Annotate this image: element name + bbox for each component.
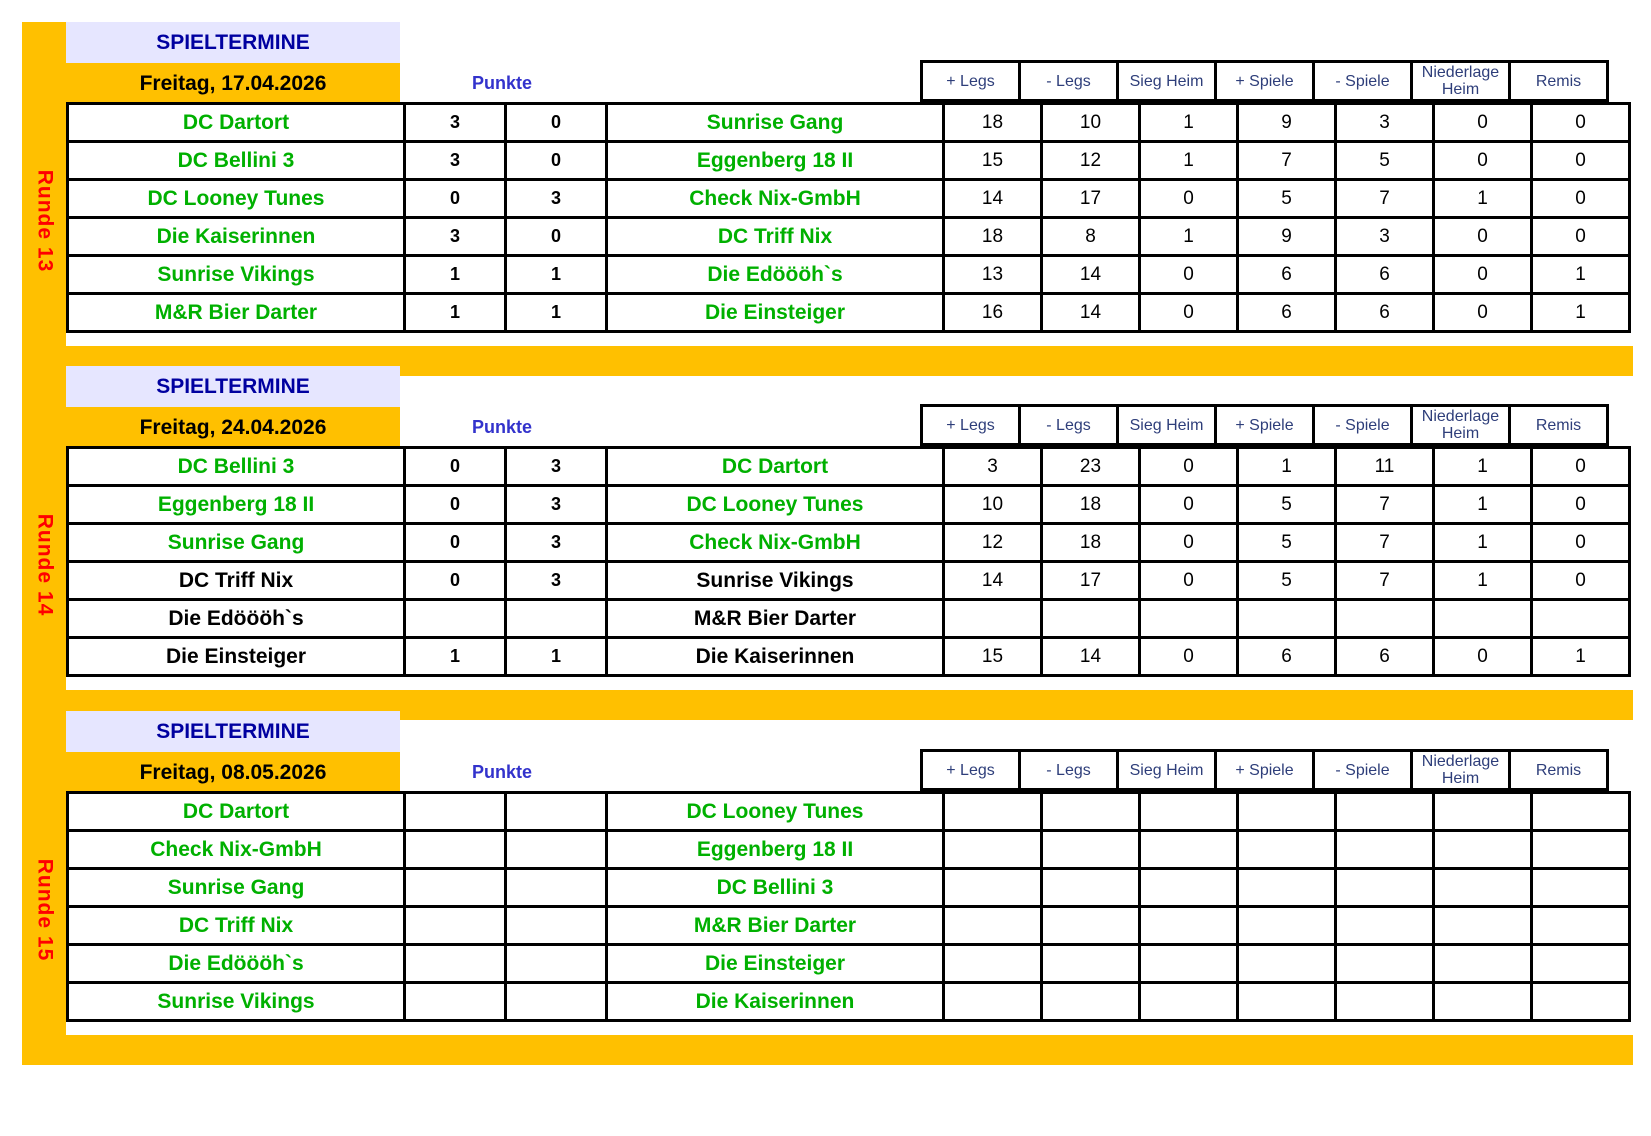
stat-cell: 11: [1336, 448, 1434, 486]
stat-cell: 6: [1336, 638, 1434, 676]
stat-cell: [1434, 600, 1532, 638]
stat-cell: [1532, 793, 1630, 831]
stats-header-cell: Remis: [1510, 751, 1608, 790]
home-points: 1: [405, 638, 506, 676]
stat-cell: 0: [1140, 256, 1238, 294]
stat-cell: 10: [1042, 104, 1140, 142]
stat-cell: 18: [944, 104, 1042, 142]
stats-header: [920, 60, 1609, 102]
stats-header-cell: Sieg Heim: [1118, 406, 1216, 445]
stat-cell: 0: [1140, 524, 1238, 562]
home-team: Sunrise Vikings: [68, 256, 405, 294]
home-team: DC Bellini 3: [68, 448, 405, 486]
match-row: [68, 831, 1630, 869]
match-date: Freitag, 08.05.2026: [66, 752, 400, 793]
stat-cell: 8: [1042, 218, 1140, 256]
home-team: Sunrise Gang: [68, 869, 405, 907]
stat-cell: 12: [1042, 142, 1140, 180]
stats-header: [920, 749, 1609, 791]
stat-cell: 17: [1042, 180, 1140, 218]
away-team: Check Nix-GmbH: [607, 524, 944, 562]
away-points: [506, 793, 607, 831]
stat-cell: [944, 793, 1042, 831]
stat-cell: [1336, 600, 1434, 638]
stat-cell: 1: [1434, 524, 1532, 562]
stat-cell: 1: [1434, 486, 1532, 524]
stat-cell: [1434, 793, 1532, 831]
stat-cell: 5: [1238, 486, 1336, 524]
home-points: [405, 907, 506, 945]
stat-cell: 6: [1238, 638, 1336, 676]
stat-cell: [1238, 945, 1336, 983]
stat-cell: 0: [1532, 142, 1630, 180]
match-row: [68, 256, 1630, 294]
match-row: [68, 945, 1630, 983]
stats-header-cell: - Legs: [1020, 751, 1118, 790]
stat-cell: 0: [1434, 294, 1532, 332]
home-points: 1: [405, 294, 506, 332]
points-header: Punkte: [471, 762, 532, 782]
stat-cell: 3: [1336, 218, 1434, 256]
home-team: M&R Bier Darter: [68, 294, 405, 332]
stats-header-cell: + Legs: [922, 406, 1020, 445]
round-block: [0, 711, 1651, 1076]
away-points: 1: [506, 256, 607, 294]
stat-cell: 0: [1140, 638, 1238, 676]
home-team: DC Bellini 3: [68, 142, 405, 180]
home-points: 3: [405, 142, 506, 180]
stat-cell: 0: [1140, 486, 1238, 524]
round-label: [22, 793, 66, 1027]
stat-cell: 0: [1532, 562, 1630, 600]
stats-header-cell: Niederlage Heim: [1412, 406, 1510, 445]
stat-cell: 0: [1434, 142, 1532, 180]
away-points: 3: [506, 562, 607, 600]
stat-cell: 14: [1042, 638, 1140, 676]
stat-cell: [1042, 600, 1140, 638]
stat-cell: [1434, 945, 1532, 983]
match-row: [68, 448, 1630, 486]
match-row: [68, 638, 1630, 676]
away-team: Check Nix-GmbH: [607, 180, 944, 218]
home-team: DC Looney Tunes: [68, 180, 405, 218]
stat-cell: [1336, 793, 1434, 831]
home-team: Die Kaiserinnen: [68, 218, 405, 256]
stat-cell: 0: [1434, 104, 1532, 142]
home-team: DC Dartort: [68, 793, 405, 831]
round-label-text: Runde 14: [33, 513, 56, 617]
home-points: [405, 600, 506, 638]
stat-cell: [1042, 983, 1140, 1021]
match-row: [68, 524, 1630, 562]
stat-cell: 7: [1336, 562, 1434, 600]
home-points: 0: [405, 180, 506, 218]
stats-header-cell: Sieg Heim: [1118, 62, 1216, 101]
stat-cell: 1: [1238, 448, 1336, 486]
home-points: 0: [405, 562, 506, 600]
stat-cell: 17: [1042, 562, 1140, 600]
stat-cell: [1042, 831, 1140, 869]
stat-cell: [944, 907, 1042, 945]
away-points: 1: [506, 638, 607, 676]
stats-header-cell: Niederlage Heim: [1412, 751, 1510, 790]
home-team: Sunrise Vikings: [68, 983, 405, 1021]
stat-cell: 1: [1532, 256, 1630, 294]
away-team: Eggenberg 18 II: [607, 831, 944, 869]
stat-cell: 18: [1042, 486, 1140, 524]
stat-cell: [1532, 907, 1630, 945]
away-points: 3: [506, 486, 607, 524]
stat-cell: 3: [1336, 104, 1434, 142]
home-team: DC Triff Nix: [68, 907, 405, 945]
match-row: [68, 104, 1630, 142]
stat-cell: 13: [944, 256, 1042, 294]
away-team: M&R Bier Darter: [607, 907, 944, 945]
stats-header-cell: - Legs: [1020, 62, 1118, 101]
stat-cell: [1042, 793, 1140, 831]
stat-cell: 15: [944, 638, 1042, 676]
round-label-text: Runde 15: [33, 858, 56, 962]
stats-header-cell: - Spiele: [1314, 406, 1412, 445]
away-points: 3: [506, 180, 607, 218]
stat-cell: [944, 983, 1042, 1021]
stats-header-cell: + Spiele: [1216, 751, 1314, 790]
match-row: [68, 907, 1630, 945]
stat-cell: 16: [944, 294, 1042, 332]
stat-cell: 9: [1238, 218, 1336, 256]
home-points: [405, 983, 506, 1021]
stat-cell: [1336, 831, 1434, 869]
away-team: DC Dartort: [607, 448, 944, 486]
away-team: M&R Bier Darter: [607, 600, 944, 638]
stat-cell: [1532, 945, 1630, 983]
stat-cell: 5: [1238, 180, 1336, 218]
stat-cell: 7: [1238, 142, 1336, 180]
match-date: Freitag, 17.04.2026: [66, 63, 400, 104]
stat-cell: 1: [1434, 180, 1532, 218]
home-team: Die Einsteiger: [68, 638, 405, 676]
round-label-text: Runde 13: [33, 169, 56, 273]
stat-cell: [1532, 600, 1630, 638]
home-team: Die Edöööh`s: [68, 600, 405, 638]
stat-cell: [1042, 907, 1140, 945]
stat-cell: 14: [1042, 256, 1140, 294]
round-label: [22, 448, 66, 682]
match-date: Freitag, 24.04.2026: [66, 407, 400, 448]
stat-cell: 0: [1434, 638, 1532, 676]
stat-cell: 0: [1532, 524, 1630, 562]
matches-table: [66, 446, 1631, 677]
stat-cell: 7: [1336, 524, 1434, 562]
stats-header-cell: + Legs: [922, 62, 1020, 101]
stat-cell: [1042, 945, 1140, 983]
away-points: [506, 600, 607, 638]
stat-cell: [1336, 907, 1434, 945]
points-header: Punkte: [471, 73, 532, 93]
stat-cell: 5: [1238, 524, 1336, 562]
home-points: [405, 945, 506, 983]
away-team: Die Kaiserinnen: [607, 638, 944, 676]
home-team: DC Dartort: [68, 104, 405, 142]
away-points: [506, 945, 607, 983]
match-row: [68, 218, 1630, 256]
stat-cell: [1336, 983, 1434, 1021]
stats-header-cell: + Legs: [922, 751, 1020, 790]
home-team: Sunrise Gang: [68, 524, 405, 562]
stat-cell: 0: [1140, 180, 1238, 218]
stat-cell: 1: [1532, 638, 1630, 676]
stat-cell: 15: [944, 142, 1042, 180]
stat-cell: 0: [1434, 218, 1532, 256]
stat-cell: [1434, 907, 1532, 945]
away-team: DC Bellini 3: [607, 869, 944, 907]
away-points: 0: [506, 142, 607, 180]
stat-cell: [1434, 869, 1532, 907]
home-points: 3: [405, 104, 506, 142]
stats-header-cell: - Spiele: [1314, 751, 1412, 790]
match-row: [68, 869, 1630, 907]
stat-cell: [1532, 869, 1630, 907]
stats-header-cell: - Spiele: [1314, 62, 1412, 101]
away-team: DC Looney Tunes: [607, 486, 944, 524]
stat-cell: 7: [1336, 180, 1434, 218]
stat-cell: [1238, 907, 1336, 945]
stat-cell: [1140, 831, 1238, 869]
stat-cell: 1: [1434, 562, 1532, 600]
stats-header-cell: + Spiele: [1216, 406, 1314, 445]
away-team: DC Triff Nix: [607, 218, 944, 256]
matches-table: [66, 102, 1631, 333]
stats-header-cell: - Legs: [1020, 406, 1118, 445]
stat-cell: [1336, 869, 1434, 907]
schedule-title: SPIELTERMINE: [66, 711, 400, 752]
away-points: [506, 983, 607, 1021]
stat-cell: 0: [1140, 448, 1238, 486]
schedule-title: SPIELTERMINE: [66, 22, 400, 63]
stat-cell: [1238, 983, 1336, 1021]
stat-cell: 10: [944, 486, 1042, 524]
away-points: 3: [506, 524, 607, 562]
stat-cell: 6: [1238, 256, 1336, 294]
round-bottom-bar: [22, 1035, 1633, 1065]
away-team: Eggenberg 18 II: [607, 142, 944, 180]
away-team: Sunrise Vikings: [607, 562, 944, 600]
home-points: [405, 831, 506, 869]
match-row: [68, 983, 1630, 1021]
stat-cell: 14: [944, 562, 1042, 600]
stat-cell: [1238, 831, 1336, 869]
stat-cell: [1140, 983, 1238, 1021]
home-team: Eggenberg 18 II: [68, 486, 405, 524]
stat-cell: [1140, 600, 1238, 638]
stat-cell: 0: [1434, 256, 1532, 294]
stat-cell: 0: [1532, 486, 1630, 524]
stat-cell: 0: [1140, 562, 1238, 600]
stats-header-cell: Sieg Heim: [1118, 751, 1216, 790]
stat-cell: [1434, 831, 1532, 869]
away-points: 1: [506, 294, 607, 332]
stat-cell: [1532, 831, 1630, 869]
away-team: Die Kaiserinnen: [607, 983, 944, 1021]
stat-cell: 23: [1042, 448, 1140, 486]
stats-header-cell: Remis: [1510, 62, 1608, 101]
match-row: [68, 793, 1630, 831]
stat-cell: 5: [1238, 562, 1336, 600]
away-team: Sunrise Gang: [607, 104, 944, 142]
stat-cell: 6: [1336, 294, 1434, 332]
stat-cell: 1: [1140, 142, 1238, 180]
match-row: [68, 294, 1630, 332]
round-block: [0, 22, 1651, 387]
away-points: 3: [506, 448, 607, 486]
away-team: Die Einsteiger: [607, 294, 944, 332]
stats-header: [920, 404, 1609, 446]
stat-cell: [1238, 600, 1336, 638]
stat-cell: 6: [1336, 256, 1434, 294]
stat-cell: [1140, 869, 1238, 907]
stat-cell: [1140, 945, 1238, 983]
home-points: 0: [405, 448, 506, 486]
stat-cell: 12: [944, 524, 1042, 562]
stat-cell: 0: [1532, 448, 1630, 486]
away-points: 0: [506, 104, 607, 142]
stats-header-cell: + Spiele: [1216, 62, 1314, 101]
home-points: 3: [405, 218, 506, 256]
stat-cell: 7: [1336, 486, 1434, 524]
stats-header-cell: Niederlage Heim: [1412, 62, 1510, 101]
home-points: [405, 793, 506, 831]
home-team: Check Nix-GmbH: [68, 831, 405, 869]
stat-cell: 0: [1532, 180, 1630, 218]
away-points: 0: [506, 218, 607, 256]
stat-cell: 0: [1532, 104, 1630, 142]
away-points: [506, 831, 607, 869]
stat-cell: 0: [1140, 294, 1238, 332]
stat-cell: 1: [1140, 104, 1238, 142]
stats-header-cell: Remis: [1510, 406, 1608, 445]
match-row: [68, 562, 1630, 600]
home-points: 0: [405, 524, 506, 562]
stat-cell: 14: [944, 180, 1042, 218]
match-row: [68, 180, 1630, 218]
stat-cell: 1: [1532, 294, 1630, 332]
away-points: [506, 907, 607, 945]
away-points: [506, 869, 607, 907]
match-row: [68, 142, 1630, 180]
stat-cell: 1: [1434, 448, 1532, 486]
match-row: [68, 486, 1630, 524]
home-team: DC Triff Nix: [68, 562, 405, 600]
stat-cell: [1238, 793, 1336, 831]
stat-cell: 5: [1336, 142, 1434, 180]
round-block: [0, 366, 1651, 731]
stat-cell: 6: [1238, 294, 1336, 332]
stat-cell: [1434, 983, 1532, 1021]
round-label: [22, 104, 66, 338]
stat-cell: [1336, 945, 1434, 983]
points-header: Punkte: [471, 417, 532, 437]
stat-cell: [1042, 869, 1140, 907]
away-team: Die Einsteiger: [607, 945, 944, 983]
stat-cell: 9: [1238, 104, 1336, 142]
home-points: 0: [405, 486, 506, 524]
away-team: DC Looney Tunes: [607, 793, 944, 831]
stat-cell: [944, 831, 1042, 869]
home-points: [405, 869, 506, 907]
stat-cell: 0: [1532, 218, 1630, 256]
away-team: Die Edöööh`s: [607, 256, 944, 294]
stat-cell: 1: [1140, 218, 1238, 256]
stat-cell: [1140, 907, 1238, 945]
stat-cell: 14: [1042, 294, 1140, 332]
stat-cell: [1238, 869, 1336, 907]
stat-cell: 3: [944, 448, 1042, 486]
schedule-title: SPIELTERMINE: [66, 366, 400, 407]
stat-cell: 18: [1042, 524, 1140, 562]
matches-table: [66, 791, 1631, 1022]
stat-cell: [944, 945, 1042, 983]
stat-cell: [1140, 793, 1238, 831]
stat-cell: [944, 600, 1042, 638]
stat-cell: 18: [944, 218, 1042, 256]
home-team: Die Edöööh`s: [68, 945, 405, 983]
match-row: [68, 600, 1630, 638]
stat-cell: [1532, 983, 1630, 1021]
home-points: 1: [405, 256, 506, 294]
stat-cell: [944, 869, 1042, 907]
